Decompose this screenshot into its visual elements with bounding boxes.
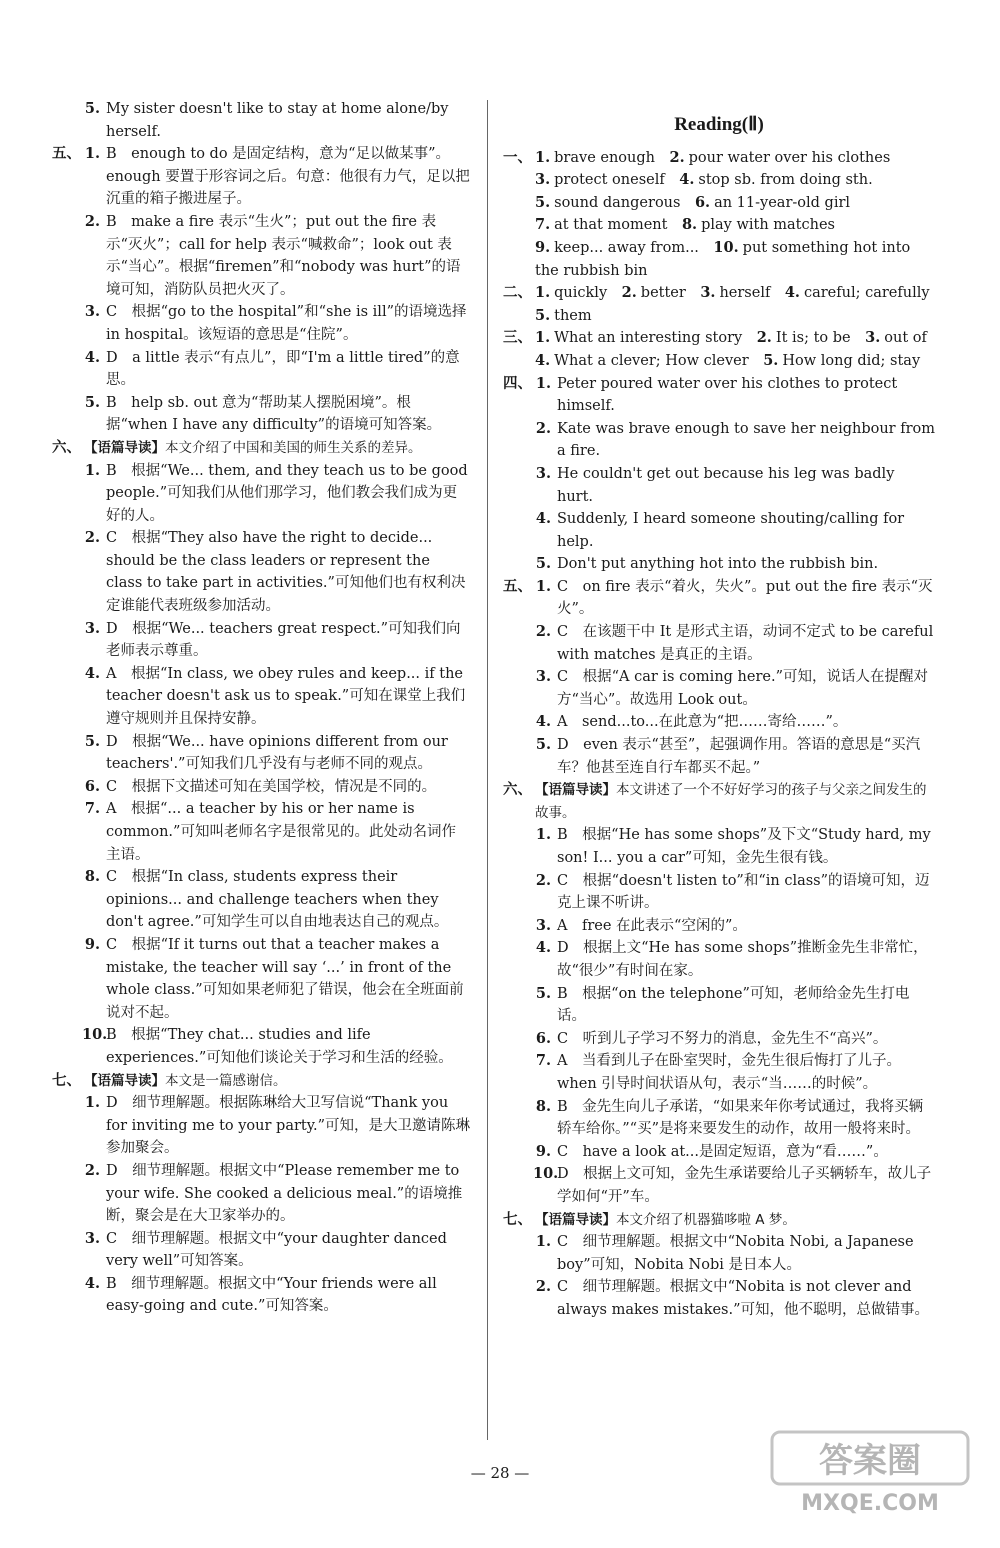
answer-item bbox=[503, 711, 935, 734]
answer-item bbox=[503, 870, 935, 915]
item-text: A 根据“In class, we obey rules and keep... if the teacher doesn't ask us to speak.”可知在课堂上我们遵守规则并且保持安静。 bbox=[106, 665, 466, 728]
fill-row bbox=[503, 327, 935, 350]
item-number: 5. bbox=[84, 732, 100, 750]
item-text: D 细节理解题。根据文中“Please remember me to your wife. She cooked a delicious meal.”的语境推断，聚会是在大卫家举办的。 bbox=[106, 1162, 463, 1225]
answer-item bbox=[52, 618, 470, 663]
item-number: 2. bbox=[756, 329, 772, 347]
item-text: keep... away from... bbox=[554, 239, 699, 256]
answer-item bbox=[503, 621, 935, 666]
answer-item bbox=[52, 98, 470, 143]
item-text: D 根据上文“He has some shops”推断金先生非常忙，故“很少”有时间在家。 bbox=[557, 940, 928, 979]
item-text: D 细节理解题。根据陈琳给大卫写信说“Thank you for inviting me to your party.”可知，是大卫邀请陈琳参加聚会。 bbox=[106, 1095, 471, 1157]
answer-item bbox=[503, 1050, 935, 1095]
guide-text: 本文是一篇感谢信。 bbox=[165, 1072, 287, 1089]
item-number: 4. bbox=[535, 939, 551, 957]
item-text: B 根据“He has some shops”及下文“Study hard, my son! I... you a car”可知，金先生很有钱。 bbox=[557, 827, 931, 866]
section-mark: 六、 bbox=[503, 781, 532, 799]
item-text: B make a fire 表示“生火”；put out the fire 表示“灭火”；call for help 表示“喊救命”；look out 表示“当心”。根据“firemen”和“nobody was hurt”的语境可知，消防队员把火灭了。 bbox=[106, 213, 461, 298]
item-number: 1. bbox=[535, 826, 551, 844]
item-text: play with matches bbox=[701, 217, 835, 234]
item-text: A 当看到儿子在卧室哭时，金先生很后悔打了儿子。when 引导时间状语从句，表示“当……的时候”。 bbox=[557, 1053, 901, 1092]
item-text: Suddenly, I heard someone shouting/calling for help. bbox=[557, 511, 905, 550]
answer-item bbox=[503, 1028, 935, 1051]
answer-item bbox=[52, 663, 470, 731]
item-text: at that moment bbox=[554, 217, 668, 234]
item-text: an 11-year-old girl bbox=[714, 194, 851, 211]
phrase-row bbox=[503, 214, 935, 237]
answer-item bbox=[503, 1276, 935, 1321]
item-text: C 根据“go to the hospital”和“she is ill”的语境选择 in hospital。该短语的意思是“住院”。 bbox=[106, 304, 467, 343]
item-text: C 细节理解题。根据文中“Nobita Nobi, a Japanese boy”可知，Nobita Nobi 是日本人。 bbox=[557, 1234, 914, 1273]
answer-item bbox=[52, 866, 470, 934]
answer-item bbox=[52, 1024, 470, 1069]
item-number: 1. bbox=[535, 577, 551, 595]
item-text: C 听到儿子学习不努力的消息，金先生不“高兴”。 bbox=[557, 1030, 888, 1047]
answer-item bbox=[503, 983, 935, 1028]
item-text: B help sb. out 意为“帮助某人摆脱困境”。根据“when I have any difficulty”的语境可知答案。 bbox=[106, 394, 442, 434]
item-number: 3. bbox=[535, 464, 551, 482]
item-number: 5. bbox=[535, 555, 551, 573]
section-mark: 七、 bbox=[52, 1071, 81, 1089]
item-number: 3. bbox=[700, 284, 716, 302]
guide-label: 【语篇导读】 bbox=[535, 1211, 616, 1228]
answer-item bbox=[52, 1228, 470, 1273]
item-number: 1. bbox=[84, 145, 100, 163]
item-text: It is; to be bbox=[775, 330, 851, 347]
right-column bbox=[503, 98, 935, 1321]
section-mark: 五、 bbox=[503, 577, 532, 595]
item-text: B 根据“They chat... studies and life experiences.”可知他们谈论关于学习和生活的经验。 bbox=[106, 1027, 453, 1066]
answer-item bbox=[52, 143, 470, 211]
item-text: B enough to do 是固定结构，意为“足以做某事”。enough 要置于形容词之后。句意：他很有力气，足以把沉重的箱子搬进屋子。 bbox=[106, 146, 470, 208]
item-number: 1. bbox=[535, 1233, 551, 1251]
item-number: 1. bbox=[535, 329, 551, 347]
answer-item bbox=[52, 731, 470, 776]
item-number: 9. bbox=[84, 935, 100, 953]
item-number: 5. bbox=[84, 100, 100, 117]
item-number: 5. bbox=[535, 193, 551, 211]
item-text: What an interesting story bbox=[554, 330, 743, 347]
section-title: Reading(Ⅱ) bbox=[674, 114, 764, 135]
answer-item bbox=[503, 666, 935, 711]
section-mark: 四、 bbox=[503, 374, 532, 392]
item-text: C 在该题干中 It 是形式主语，动词不定式 to be careful with matches 是真正的主语。 bbox=[557, 624, 934, 663]
item-text: C 根据下文描述可知在美国学校，情况是不同的。 bbox=[106, 778, 437, 795]
phrase-row bbox=[503, 147, 935, 170]
section-3-right bbox=[503, 327, 935, 372]
answer-item bbox=[52, 934, 470, 1024]
item-text: protect oneself bbox=[554, 172, 665, 189]
item-number: 3. bbox=[84, 619, 100, 637]
item-number: 2. bbox=[84, 529, 100, 547]
section-7-left bbox=[52, 1070, 470, 1319]
item-number: 8. bbox=[535, 1097, 551, 1115]
item-number: 2. bbox=[535, 419, 551, 437]
item-number: 3. bbox=[535, 916, 551, 934]
section-2-right bbox=[503, 282, 935, 327]
answer-item bbox=[52, 460, 470, 528]
item-text: B 细节理解题。根据文中“Your friends were all easy-going and cute.”可知答案。 bbox=[106, 1275, 437, 1315]
item-text: C 细节理解题。根据文中“your daughter danced very well”可知答案。 bbox=[106, 1230, 447, 1270]
item-number: 4. bbox=[535, 510, 551, 528]
answer-item bbox=[503, 1141, 935, 1164]
answer-item bbox=[503, 1231, 935, 1276]
passage-guide bbox=[503, 779, 935, 824]
item-text: D even 表示“甚至”，起强调作用。答语的意思是“买汽车？他甚至连自行车都买不起。” bbox=[557, 737, 921, 776]
item-number: 9. bbox=[535, 238, 551, 256]
item-number: 8. bbox=[681, 216, 698, 234]
item-text: B 根据“on the telephone”可知，老师给金先生打电话。 bbox=[557, 985, 910, 1025]
column-divider bbox=[487, 100, 488, 1440]
item-text: brave enough bbox=[554, 149, 655, 166]
item-number: 4. bbox=[84, 348, 100, 366]
item-text: C 根据“In class, students express their opinions... and challenge teachers when they don't agree.”可知学生可以自由地表达自己的观点。 bbox=[106, 869, 449, 931]
passage-guide bbox=[52, 1070, 470, 1093]
item-text: them bbox=[554, 307, 592, 324]
word-row bbox=[503, 282, 935, 305]
guide-text: 本文讲述了一个不好好学习的孩子与父亲之间发生的故事。 bbox=[535, 782, 927, 821]
item-number: 9. bbox=[535, 1142, 551, 1160]
fill-row bbox=[503, 350, 935, 373]
item-number: 3. bbox=[535, 171, 551, 189]
item-number: 10. bbox=[533, 1165, 559, 1183]
item-text: Kate was brave enough to save her neighbour from a fire. bbox=[557, 420, 935, 460]
item-number: 1. bbox=[535, 148, 551, 166]
item-number: 4. bbox=[84, 1274, 100, 1292]
answer-item bbox=[503, 937, 935, 982]
guide-text: 本文介绍了机器猫哆啦 A 梦。 bbox=[616, 1211, 796, 1228]
phrase-row bbox=[503, 237, 935, 282]
item-text: careful; carefully bbox=[803, 285, 930, 302]
site-watermark bbox=[770, 1428, 970, 1518]
answer-item bbox=[52, 347, 470, 392]
item-text: A send...to...在此意为“把……寄给……”。 bbox=[557, 714, 848, 731]
item-text: C on fire 表示“着火，失火”。put out the fire 表示“灭火”。 bbox=[557, 578, 933, 618]
item-number: 10. bbox=[82, 1026, 108, 1044]
section-6-right bbox=[503, 779, 935, 1208]
item-text: Don't put anything hot into the rubbish bin. bbox=[557, 556, 879, 573]
answer-item bbox=[52, 527, 470, 617]
item-number: 3. bbox=[865, 329, 881, 347]
phrase-row bbox=[503, 169, 935, 192]
item-number: 7. bbox=[84, 800, 100, 818]
item-text: put something hot into the rubbish bin bbox=[535, 239, 911, 279]
page-number: — 28 — bbox=[470, 1464, 530, 1482]
section-1-right bbox=[503, 147, 935, 283]
item-number: 4. bbox=[784, 284, 800, 302]
item-number: 1. bbox=[535, 284, 551, 302]
item-text: sound dangerous bbox=[554, 194, 681, 211]
answer-item bbox=[503, 463, 935, 508]
item-number: 2. bbox=[621, 284, 637, 302]
item-number: 1. bbox=[84, 461, 100, 479]
item-text: stop sb. from doing sth. bbox=[698, 172, 873, 189]
section-mark: 三、 bbox=[503, 329, 532, 347]
item-number: 3. bbox=[535, 668, 551, 686]
section-5-left bbox=[52, 143, 470, 437]
answer-item bbox=[52, 776, 470, 799]
item-number: 6. bbox=[535, 1029, 551, 1047]
item-text: pour water over his clothes bbox=[688, 149, 891, 166]
answer-item bbox=[52, 211, 470, 301]
item-number: 1. bbox=[535, 374, 551, 392]
passage-guide bbox=[503, 1209, 935, 1232]
guide-label: 【语篇导读】 bbox=[535, 782, 616, 799]
item-text: quickly bbox=[554, 285, 608, 302]
item-text: Peter poured water over his clothes to protect himself. bbox=[557, 375, 898, 415]
guide-label: 【语篇导读】 bbox=[84, 439, 165, 456]
item-text: C 根据“A car is coming here.”可知，说话人在提醒对方“当心”。故选用 Look out。 bbox=[557, 669, 929, 708]
item-number: 5. bbox=[763, 351, 779, 369]
guide-label: 【语篇导读】 bbox=[84, 1072, 165, 1089]
item-text: B 根据“We... them, and they teach us to be good people.”可知我们从他们那学习，他们教会我们成为更好的人。 bbox=[106, 462, 468, 524]
item-text: D 根据“We... have opinions different from our teachers'.”可知我们几乎没有与老师不同的观点。 bbox=[106, 733, 448, 773]
item-text: better bbox=[640, 285, 686, 302]
item-text: A 根据“... a teacher by his or her name is common.”可知叫老师名字是很常见的。此处动名词作主语。 bbox=[106, 801, 456, 863]
answer-item bbox=[52, 392, 470, 437]
guide-text: 本文介绍了中国和美国的师生关系的差异。 bbox=[165, 439, 422, 456]
answer-item bbox=[52, 301, 470, 346]
item-text: B 金先生向儿子承诺，“如果来年你考试通过，我将买辆轿车给你。”“买”是将来要发生的动作，故用一般将来时。 bbox=[557, 1098, 924, 1138]
item-text: D a little 表示“有点儿”，即“I'm a little tired”的意思。 bbox=[106, 349, 460, 389]
item-number: 1. bbox=[84, 1094, 100, 1112]
section-mark: 五、 bbox=[52, 145, 81, 163]
item-number: 10. bbox=[713, 238, 739, 256]
item-number: 4. bbox=[679, 171, 695, 189]
left-column bbox=[52, 98, 470, 1318]
item-number: 5. bbox=[535, 306, 551, 324]
item-number: 2. bbox=[535, 1278, 551, 1296]
item-number: 2. bbox=[84, 212, 100, 230]
answer-item bbox=[503, 373, 935, 418]
word-row bbox=[503, 305, 935, 328]
item-number: 5. bbox=[535, 984, 551, 1002]
section-mark: 二、 bbox=[503, 284, 532, 302]
answer-item bbox=[503, 915, 935, 938]
item-number: 5. bbox=[535, 736, 551, 754]
item-number: 3. bbox=[84, 303, 100, 321]
item-number: 7. bbox=[535, 216, 551, 234]
section-5-right bbox=[503, 576, 935, 779]
answer-item bbox=[503, 553, 935, 576]
item-text: C 细节理解题。根据文中“Nobita is not clever and always makes mistakes.”可知，他不聪明，总做错事。 bbox=[557, 1279, 930, 1318]
section-mark: 一、 bbox=[503, 148, 532, 166]
item-number: 3. bbox=[84, 1229, 100, 1247]
section-6-left bbox=[52, 437, 470, 1070]
answer-item bbox=[503, 508, 935, 553]
item-number: 4. bbox=[535, 351, 551, 369]
item-number: 7. bbox=[535, 1052, 551, 1070]
item-text: D 根据“We... teachers great respect.”可知我们向老师表示尊重。 bbox=[106, 620, 461, 660]
section-7-right bbox=[503, 1209, 935, 1322]
answer-item bbox=[52, 1273, 470, 1318]
item-number: 5. bbox=[84, 393, 100, 411]
item-text: out of bbox=[884, 330, 927, 347]
answer-item bbox=[503, 1096, 935, 1141]
item-text: herself bbox=[719, 285, 771, 302]
item-number: 6. bbox=[84, 777, 100, 795]
section-mark: 七、 bbox=[503, 1210, 532, 1228]
item-text: C have a look at...是固定短语，意为“看……”。 bbox=[557, 1143, 888, 1160]
item-text: He couldn't get out because his leg was badly hurt. bbox=[557, 465, 895, 505]
item-text: A free 在此表示“空闲的”。 bbox=[557, 917, 747, 934]
watermark-url: MXQE.COM bbox=[801, 1491, 939, 1516]
item-number: 2. bbox=[535, 623, 551, 641]
item-number: 2. bbox=[669, 148, 685, 166]
item-text: What a clever; How clever bbox=[554, 352, 749, 369]
item-number: 8. bbox=[84, 868, 100, 886]
watermark-logo-text: 答案圈 bbox=[819, 1441, 921, 1481]
answer-item bbox=[52, 798, 470, 866]
item-text: C 根据“If it turns out that a teacher makes a mistake, the teacher will say ‘...’ in front of the whole class.”可知如果老师犯了错误，他会在全班面前说对不起。 bbox=[106, 936, 464, 1021]
item-number: 2. bbox=[84, 1161, 100, 1179]
item-text: C 根据“doesn't listen to”和“in class”的语境可知，迈克上课不听讲。 bbox=[557, 872, 930, 912]
answer-item bbox=[503, 734, 935, 779]
answer-item bbox=[503, 1163, 935, 1208]
item-number: 4. bbox=[535, 713, 551, 731]
answer-item bbox=[503, 824, 935, 869]
item-text: How long did; stay bbox=[782, 352, 921, 369]
phrase-row bbox=[503, 192, 935, 215]
answer-item bbox=[52, 1092, 470, 1160]
passage-guide bbox=[52, 437, 470, 460]
item-text: C 根据“They also have the right to decide... should be the class leaders or represent the class to take part in activities.”可知他们也有权利决定谁能代表班级参加活动。 bbox=[106, 530, 466, 615]
item-number: 6. bbox=[694, 193, 711, 211]
answer-item bbox=[503, 418, 935, 463]
item-number: 4. bbox=[84, 664, 100, 682]
item-text: My sister doesn't like to stay at home alone/by herself. bbox=[106, 101, 449, 140]
section-mark: 六、 bbox=[52, 438, 81, 456]
answer-item bbox=[52, 1160, 470, 1228]
item-number: 2. bbox=[535, 871, 551, 889]
section-4-right bbox=[503, 373, 935, 576]
item-text: D 根据上文可知，金先生承诺要给儿子买辆轿车，故儿子学如何“开”车。 bbox=[557, 1166, 932, 1205]
answer-item bbox=[503, 576, 935, 621]
